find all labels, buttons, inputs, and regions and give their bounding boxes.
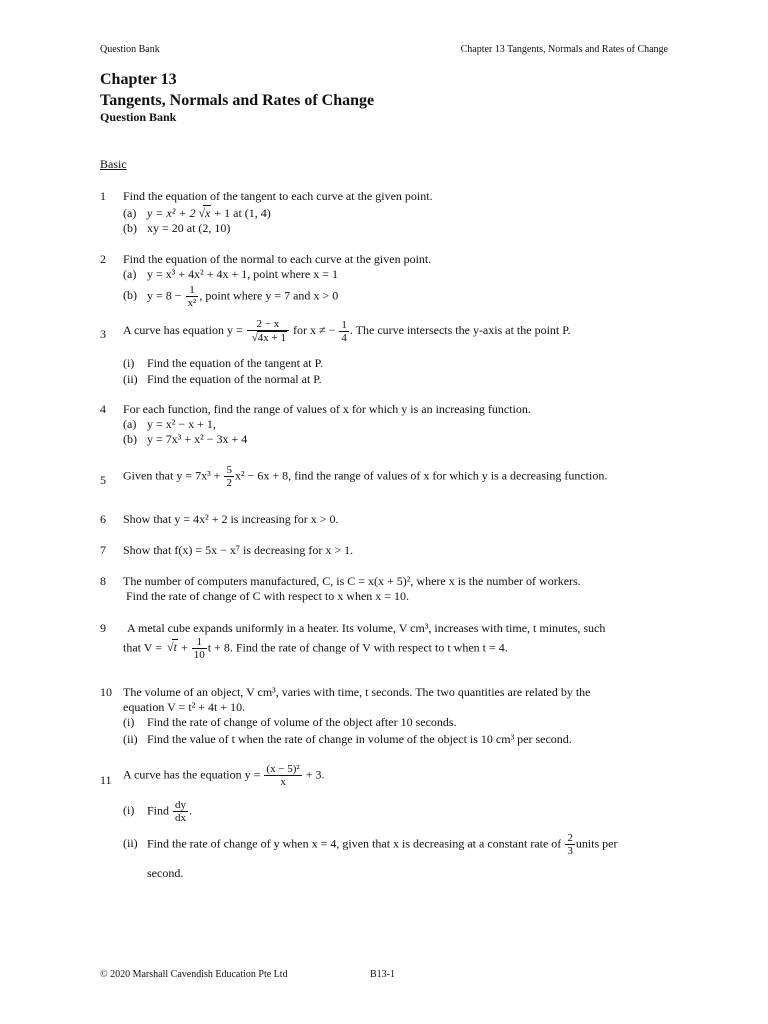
part-label: (i) <box>123 715 135 729</box>
part-i <box>123 799 192 824</box>
part-text: y = 7x³ + x² − 3x + 4 <box>147 432 248 446</box>
numerator: 1 <box>192 636 207 649</box>
part-label: (a) <box>123 417 137 431</box>
math-expression: . The curve intersects the y-axis at the point P. <box>349 322 571 337</box>
part-text: Find the equation of the normal at P. <box>147 372 322 386</box>
question-number: 7 <box>100 543 106 557</box>
part-b <box>123 432 247 448</box>
radicand: t <box>173 640 177 655</box>
question-stem <box>123 763 325 788</box>
part-label: (i) <box>123 356 135 370</box>
question-number: 11 <box>100 773 112 787</box>
numerator: 1 <box>186 284 199 297</box>
denominator: 10 <box>193 649 205 662</box>
question-stem: The number of computers manufactured, C, is C = x(x + 5)², where x is the number of workers. <box>123 574 581 588</box>
math-expression: A curve has equation y = <box>123 322 243 337</box>
question-number: 5 <box>100 473 106 487</box>
numerator: 1 <box>341 318 347 331</box>
numerator: dy <box>175 799 187 811</box>
question-stem-continued <box>123 636 508 661</box>
part-text: Find the rate of change of volume of the object after 10 seconds. <box>147 715 457 729</box>
question-number: 8 <box>100 574 106 588</box>
part-ii-continued: second. <box>147 866 184 880</box>
fraction <box>186 284 199 309</box>
question-stem: Find the equation of the tangent to each curve at the given point. <box>123 189 433 203</box>
part-label: (a) <box>123 206 137 220</box>
footer-page-number: B13-1 <box>370 969 395 980</box>
part-text: y = x³ + 4x² + 4x + 1, point where x = 1 <box>147 267 339 281</box>
part-label: (ii) <box>123 836 138 851</box>
math-expression: y = x² + 2 <box>147 206 196 220</box>
part-label: (i) <box>123 803 135 818</box>
part-b <box>123 284 338 309</box>
question-number: 10 <box>100 685 112 699</box>
question-stem <box>123 318 571 344</box>
section-heading: Basic <box>100 157 127 171</box>
math-expression: Given that y = 7x³ + <box>123 468 221 483</box>
numerator: 2 <box>567 832 573 844</box>
denominator: 2 <box>226 477 232 490</box>
part-text: Find the rate of change of y when x = 4, given that x is decreasing at a constant rate of <box>147 836 562 851</box>
question-stem: For each function, find the range of values of x for which y is an increasing function. <box>123 402 531 416</box>
denominator: dx <box>175 812 187 825</box>
part-label: (b) <box>123 432 137 446</box>
part-text: Find the value of t when the rate of change in volume of the object is 10 cm³ per second. <box>147 732 572 746</box>
part-ii <box>123 832 617 857</box>
question-number: 1 <box>100 189 106 203</box>
fraction <box>264 763 301 788</box>
part-ii <box>123 372 322 388</box>
question-stem: Show that y = 4x² + 2 is increasing for x > 0. <box>123 512 339 526</box>
part-text: xy = 20 at (2, 10) <box>147 221 231 235</box>
math-expression: + 3. <box>302 767 325 782</box>
fraction <box>247 318 289 344</box>
derivative-fraction <box>173 799 188 824</box>
part-label: (ii) <box>123 372 138 386</box>
numerator: (x − 5)² <box>266 763 300 775</box>
question-number: 3 <box>100 327 106 341</box>
math-expression: , point where y = 7 and x > 0 <box>199 288 339 303</box>
fraction <box>565 832 575 857</box>
numerator: 2 − x <box>247 318 289 331</box>
part-label: (b) <box>123 221 137 235</box>
numerator: 5 <box>226 464 232 476</box>
math-expression: that V = <box>123 640 162 655</box>
part-label: (b) <box>123 288 137 303</box>
math-expression: A curve has the equation y = <box>123 767 261 782</box>
part-text: units per <box>575 836 618 851</box>
running-header-right: Chapter 13 Tangents, Normals and Rates of Change <box>460 44 668 55</box>
question-stem: Show that f(x) = 5x − x⁷ is decreasing for x > 1. <box>123 543 354 557</box>
fraction <box>339 319 349 344</box>
math-expression: x² − 6x + 8, find the range of values of x for which y is a decreasing function. <box>234 468 608 483</box>
part-text: y = x² − x + 1, <box>147 417 216 431</box>
fraction <box>224 464 234 489</box>
question-number: 4 <box>100 402 106 416</box>
denominator: 3 <box>567 845 573 858</box>
chapter-number: Chapter 13 <box>100 71 177 88</box>
radicand: x <box>205 206 211 220</box>
denominator: √ 4x + 1 <box>257 331 287 344</box>
chapter-title: Tangents, Normals and Rates of Change <box>100 92 375 109</box>
denominator: x <box>280 776 286 789</box>
question-stem: A metal cube expands uniformly in a heater. Its volume, V cm³, increases with time, t minutes, such <box>127 621 606 635</box>
part-a <box>123 267 338 283</box>
question-stem <box>123 464 607 489</box>
question-stem: The volume of an object, V cm³, varies with time, t seconds. The two quantities are related by the <box>123 685 591 699</box>
math-expression: + <box>177 640 188 655</box>
math-expression: for x ≠ − <box>290 322 336 337</box>
part-text: Find the equation of the tangent at P. <box>147 356 323 370</box>
part-text: . <box>189 803 193 818</box>
question-number: 2 <box>100 252 106 266</box>
denominator: 4 <box>341 331 347 344</box>
question-stem: Find the equation of the normal to each curve at the given point. <box>123 252 432 266</box>
part-i <box>123 715 457 731</box>
part-label: (a) <box>123 267 137 281</box>
question-number: 6 <box>100 512 106 526</box>
part-a <box>123 417 216 433</box>
part-a <box>123 205 271 222</box>
part-i <box>123 356 323 372</box>
denominator: x² <box>187 297 197 310</box>
question-stem-continued: equation V = t² + 4t + 10. <box>123 700 246 714</box>
part-b <box>123 221 230 237</box>
math-expression: + 1 at (1, 4) <box>211 206 271 220</box>
question-stem-continued: Find the rate of change of C with respect to x when x = 10. <box>126 589 410 603</box>
math-expression: y = 8 − <box>147 288 182 303</box>
running-header-left: Question Bank <box>100 44 160 55</box>
fraction <box>192 636 207 661</box>
chapter-subtitle: Question Bank <box>100 110 177 124</box>
part-text: Find <box>147 803 170 818</box>
footer-copyright: © 2020 Marshall Cavendish Education Pte Ltd <box>100 969 288 980</box>
part-label: (ii) <box>123 732 138 746</box>
math-expression: t + 8. Find the rate of change of V with respect to t when t = 4. <box>207 640 508 655</box>
part-ii <box>123 732 572 748</box>
question-number: 9 <box>100 621 106 635</box>
